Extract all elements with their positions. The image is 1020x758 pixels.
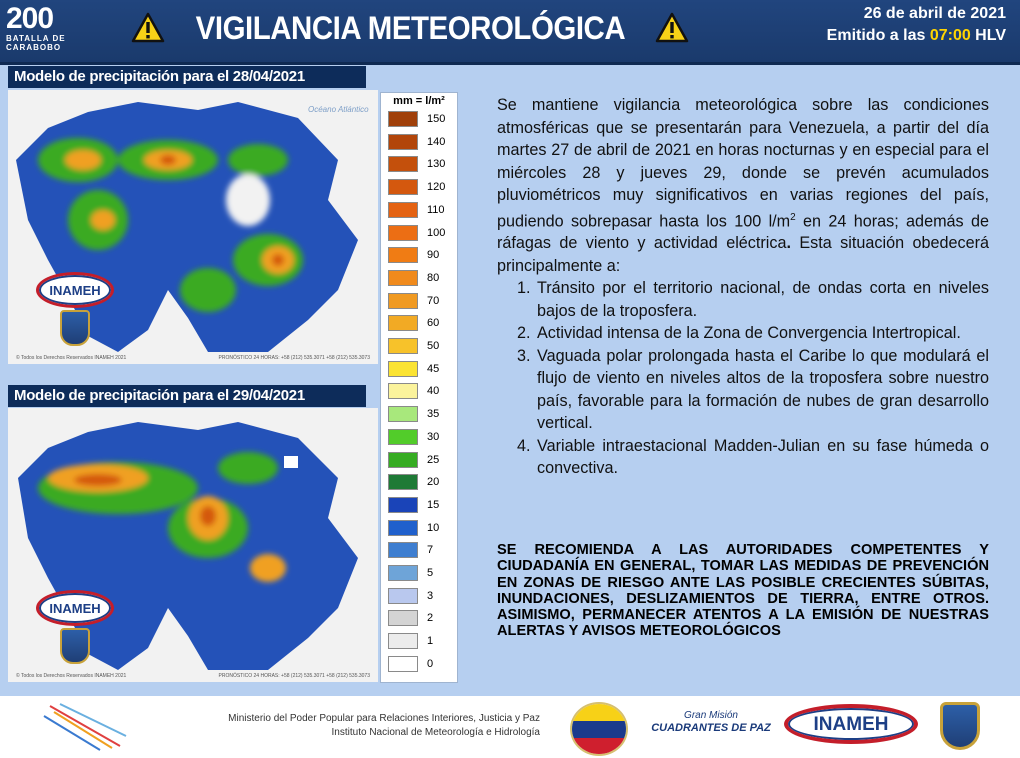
legend-swatch — [388, 497, 418, 513]
legend-swatch — [388, 111, 418, 127]
bulletin-body — [497, 94, 989, 480]
state-shield-icon — [60, 628, 90, 664]
map-footer-2 — [8, 670, 378, 682]
list-item — [497, 345, 989, 435]
legend-label: 0 — [427, 657, 434, 670]
legend-label: 5 — [427, 567, 434, 579]
page-title — [130, 8, 690, 48]
inameh-logo: INAMEH — [784, 704, 918, 744]
legend-label: 1 — [427, 635, 434, 648]
legend-entry — [388, 540, 452, 560]
logo-line1: BATALLA DE — [6, 34, 66, 43]
map-copyright-1: © Todos los Derechos Reservados INAMEH 2021 — [16, 355, 127, 361]
legend-entry — [388, 132, 452, 152]
legend-swatch — [388, 134, 418, 150]
map-footer-1 — [8, 352, 378, 364]
legend-entry — [388, 518, 452, 538]
legend-label: 140 — [427, 135, 446, 148]
issue-info — [827, 4, 1006, 48]
legend-label: 130 — [427, 158, 446, 171]
list-number: 4. — [517, 436, 531, 455]
legend-entry — [388, 359, 452, 379]
precip-map-2 — [8, 408, 378, 682]
emitted-prefix: Emitido a las — [826, 27, 930, 44]
causes-list — [497, 277, 989, 480]
legend-entry — [388, 495, 452, 515]
cuadrantes-de-paz-logo — [650, 710, 772, 744]
legend-label: 15 — [427, 498, 440, 511]
legend-label: 150 — [427, 113, 446, 125]
list-number: 2. — [517, 324, 531, 343]
legend-swatch — [388, 247, 418, 263]
state-shield-icon — [60, 310, 90, 346]
precip-map-1 — [8, 90, 378, 364]
legend-entry — [388, 109, 452, 129]
legend-swatch — [388, 315, 418, 331]
state-shield-icon — [940, 702, 980, 750]
legend-label: 120 — [427, 181, 446, 194]
legend-swatch — [388, 270, 418, 286]
legend-label: 3 — [427, 589, 434, 602]
legend-title: mm = l/m² — [393, 95, 445, 107]
legend-label: 100 — [427, 226, 446, 239]
legend-entry — [388, 223, 452, 243]
legend-swatch — [388, 656, 418, 672]
title-text: VIGILANCIA METEOROLÓGICA — [195, 10, 625, 46]
logo-number: 200 — [6, 2, 54, 35]
intro-superscript: 2 — [790, 211, 796, 223]
legend-swatch — [388, 383, 418, 399]
inameh-badge-1: INAMEH — [36, 272, 114, 308]
legend-entry — [388, 291, 452, 311]
legend-entry — [388, 654, 452, 674]
legend-entry — [388, 200, 452, 220]
legend-label: 90 — [427, 249, 440, 262]
legend-label: 10 — [427, 521, 440, 534]
emitted-time: 07:00 — [929, 27, 971, 44]
legend-label: 30 — [427, 430, 440, 443]
list-item — [497, 435, 989, 480]
map-title-1: Modelo de precipitación para el 28/04/2021 — [8, 66, 366, 88]
legend-swatch — [388, 338, 418, 354]
legend-entry — [388, 404, 452, 424]
legend-label: 7 — [427, 544, 434, 557]
issue-time — [827, 24, 1006, 48]
legend-label: 50 — [427, 340, 440, 352]
legend-label: 80 — [427, 271, 440, 284]
legend-label: 45 — [427, 362, 440, 375]
map-phone-2: PRONÓSTICO 24 HORAS: +58 (212) 535.3071 +58 (212) 535.3073 — [218, 673, 370, 679]
legend-entry — [388, 313, 452, 333]
legend-entry — [388, 245, 452, 265]
ministry-line2: Instituto Nacional de Meteorología e Hidrología — [331, 727, 540, 738]
legend-swatch — [388, 520, 418, 536]
intro-part3: Esta situación obedecerá principalmente a: — [497, 234, 989, 275]
legend-entry — [388, 563, 452, 583]
legend-entry — [388, 154, 452, 174]
legend-swatch — [388, 565, 418, 581]
legend-label: 60 — [427, 317, 440, 330]
legend-swatch — [388, 542, 418, 558]
bicentennial-logo — [6, 4, 82, 54]
ocean-label: Océano Atlántico — [308, 105, 369, 114]
recommendation-text: SE RECOMIENDA A LAS AUTORIDADES COMPETENTES Y CIUDADANÍA EN GENERAL, TOMAR LAS MEDIDAS DE PREVENCIÓN EN ZONAS DE RIESGO ANTE LAS POSIBLE CRECIENTES SÚBITAS, INUNDACIONES, DESLIZAMIENTOS DE TIERRA, ENTRE OTROS. ASIMISMO, PERMANECER ATENTOS A LA EMISIÓN DE NUESTRAS ALERTAS Y AVISOS METEOROLÓGICOS — [497, 542, 989, 640]
legend-entry — [388, 177, 452, 197]
map-title-2: Modelo de precipitación para el 29/04/2021 — [8, 385, 366, 407]
gm-line2: CUADRANTES DE PAZ — [651, 722, 771, 734]
legend-entry — [388, 381, 452, 401]
precip-legend — [380, 92, 458, 683]
ministry-text — [210, 712, 540, 740]
legend-entry — [388, 631, 452, 651]
legend-swatch — [388, 293, 418, 309]
legend-entry — [388, 336, 452, 356]
warning-triangle-icon — [131, 12, 165, 44]
venezuela-flag-seal-icon — [570, 702, 628, 756]
legend-swatch — [388, 633, 418, 649]
inameh-badge-2: INAMEH — [36, 590, 114, 626]
legend-label: 40 — [427, 385, 440, 398]
legend-swatch — [388, 202, 418, 218]
legend-entry — [388, 427, 452, 447]
list-number: 1. — [517, 279, 531, 298]
legend-swatch — [388, 361, 418, 377]
legend-swatch — [388, 179, 418, 195]
gm-line1: Gran Misión — [684, 710, 738, 721]
map-phone-1: PRONÓSTICO 24 HORAS: +58 (212) 535.3071 +58 (212) 535.3073 — [218, 355, 370, 361]
list-item — [497, 277, 989, 322]
legend-label: 25 — [427, 453, 440, 466]
ministry-line1: Ministerio del Poder Popular para Relaciones Interiores, Justicia y Paz — [228, 713, 540, 724]
legend-entry — [388, 608, 452, 628]
legend-swatch — [388, 452, 418, 468]
legend-entry — [388, 472, 452, 492]
list-text: Variable intraestacional Madden-Julian en su fase húmeda o convectiva. — [537, 436, 989, 478]
intro-part2: en 24 horas; además de ráfagas de viento y actividad eléctrica — [497, 211, 989, 253]
legend-swatch — [388, 156, 418, 172]
intro-part1: Se mantiene vigilancia meteorológica sobre las condiciones atmosféricas que se presentarán para Venezuela, a partir del día martes 27 de abril de 2021 en horas nocturnas y en especial para el miércoles 28 y jueves 29, donde se prevén acumulados pluviométricos muy significativos en varias regiones del país, pudiendo sobrepasar hasta los 100 l/m — [497, 96, 989, 230]
legend-label: 20 — [427, 476, 440, 489]
decorative-lines-icon — [40, 702, 130, 752]
issue-date: 26 de abril de 2021 — [863, 5, 1006, 22]
legend-swatch — [388, 225, 418, 241]
logo-line2: CARABOBO — [6, 43, 62, 52]
legend-label: 2 — [427, 612, 434, 625]
legend-label: 110 — [427, 203, 445, 216]
legend-label: 35 — [427, 408, 440, 421]
intro-paragraph — [497, 94, 989, 277]
legend-swatch — [388, 406, 418, 422]
list-item — [497, 322, 989, 345]
legend-swatch — [388, 474, 418, 490]
legend-swatch — [388, 588, 418, 604]
emitted-suffix: HLV — [970, 27, 1006, 44]
list-text: Actividad intensa de la Zona de Convergencia Intertropical. — [537, 324, 961, 343]
header-bar — [0, 0, 1020, 65]
footer-bar — [0, 696, 1020, 758]
list-number: 3. — [517, 346, 531, 365]
legend-label: 70 — [427, 294, 440, 307]
list-text: Tránsito por el territorio nacional, de ondas corta en niveles bajos de la troposfera. — [537, 279, 989, 320]
legend-entry — [388, 450, 452, 470]
intro-bold-dot: . — [786, 234, 791, 253]
legend-entry — [388, 268, 452, 288]
list-text: Vaguada polar prolongada hasta el Caribe lo que modulará el flujo de viento en niveles altos de la troposfera sobre nuestro país, favorable para la formación de nubes de gran desarrollo vertical. — [537, 346, 989, 433]
legend-entry — [388, 586, 452, 606]
legend-swatch — [388, 610, 418, 626]
warning-triangle-icon — [655, 12, 689, 44]
legend-swatch — [388, 429, 418, 445]
map-copyright-2: © Todos los Derechos Reservados INAMEH 2021 — [16, 673, 127, 679]
